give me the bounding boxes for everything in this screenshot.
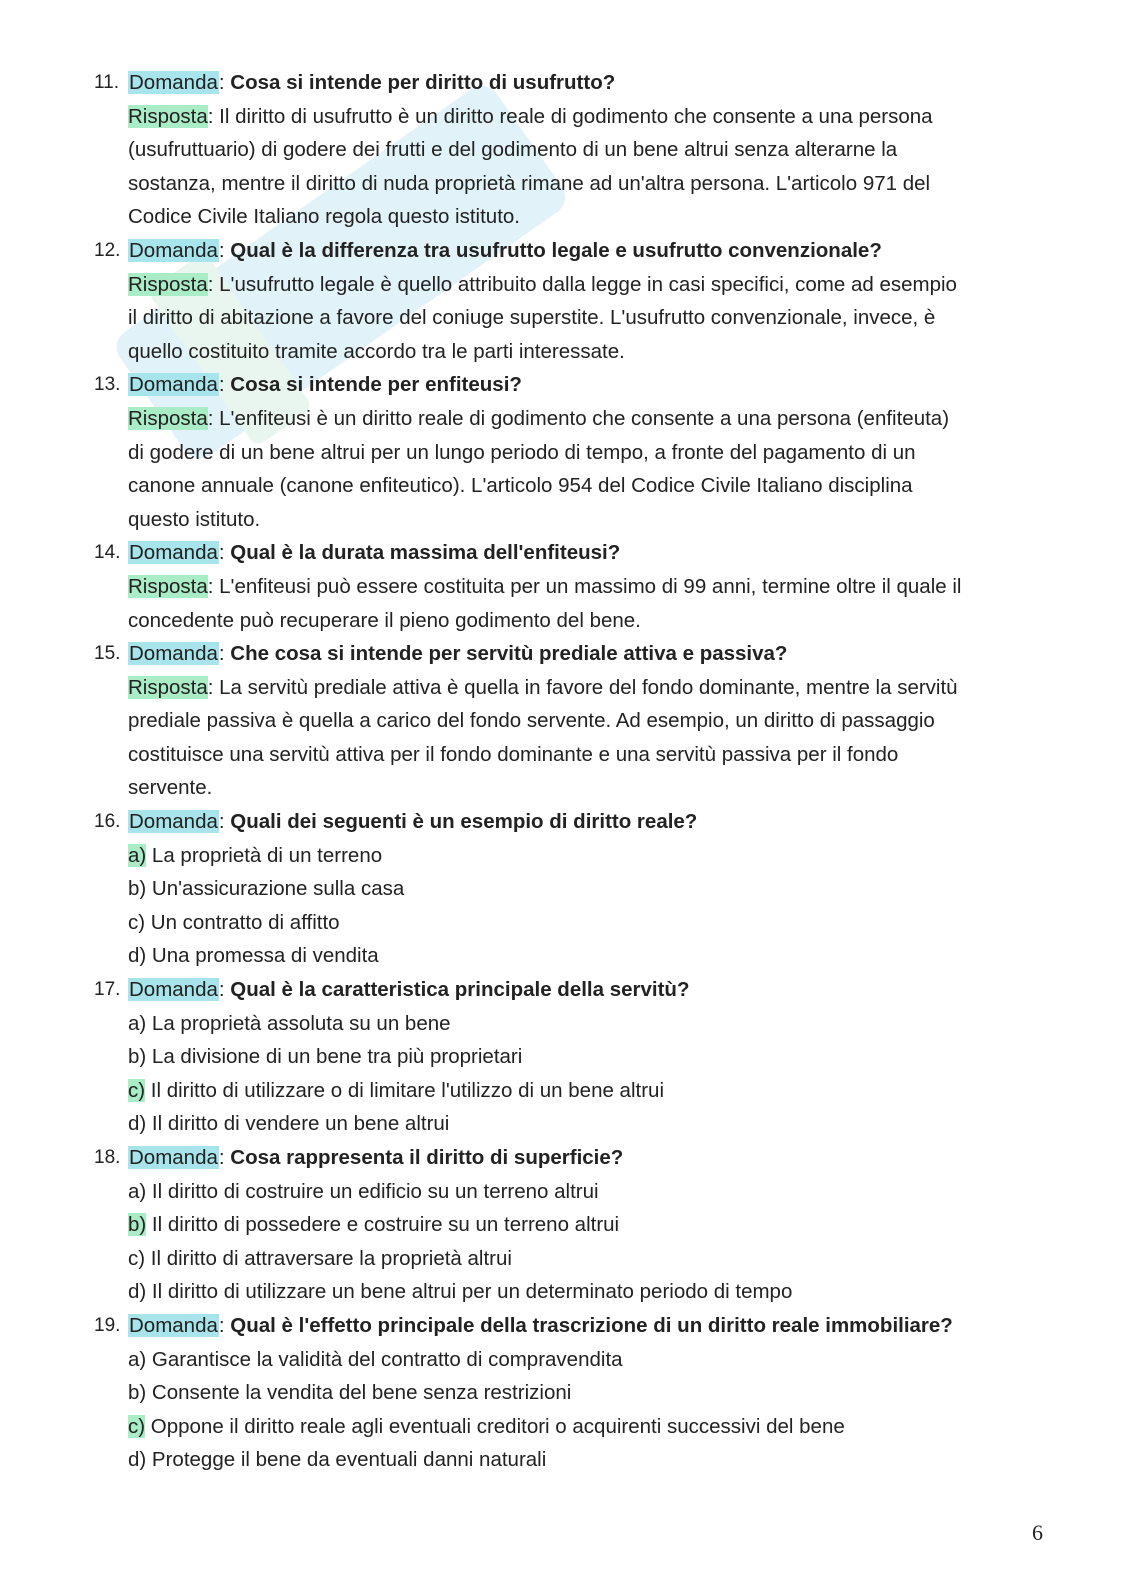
option-item bbox=[128, 1343, 1044, 1377]
answer-line: : L'enfiteusi può essere costituita per un massimo di 99 anni, termine oltre il quale il bbox=[207, 574, 962, 598]
qa-item: 16. Domanda: Quali dei seguenti è un esempio di diritto reale? a) La proprietà di un terreno b) Un'assicurazione sulla casa c) Un contratto di affitto d) Una promessa di vendita bbox=[94, 805, 1044, 973]
risposta-label: Risposta bbox=[128, 675, 208, 699]
domanda-label: Domanda bbox=[129, 1313, 218, 1337]
correct-option-key: b) bbox=[128, 1213, 147, 1237]
qa-item: 13. Domanda: Cosa si intende per enfiteusi? Risposta: L'enfiteusi è un diritto reale di godimento che consente a una persona (enfiteuta) di godere di un bene altrui per un lungo periodo di tempo, a fronte del pagamento di un canone annuale (canone enfiteutico). L'articolo 954 del Codice Civile Italiano disciplina questo istituto. bbox=[94, 368, 1044, 536]
option-item bbox=[128, 1175, 1044, 1209]
answer-line: concedente può recuperare il pieno godimento del bene. bbox=[128, 608, 641, 632]
correct-option-key: c) bbox=[128, 1414, 146, 1438]
option-key: d) bbox=[128, 944, 147, 968]
option-text: Il diritto di utilizzare o di limitare l'utilizzo di un bene altrui bbox=[145, 1078, 664, 1102]
question-text: Cosa rappresenta il diritto di superficie? bbox=[230, 1146, 624, 1169]
answer-line: : L'enfiteusi è un diritto reale di godimento che consente a una persona (enfiteuta) bbox=[207, 406, 950, 430]
option-key: d) bbox=[128, 1448, 147, 1472]
domanda-label: Domanda bbox=[129, 642, 218, 666]
risposta-label: Risposta bbox=[128, 104, 208, 128]
option-item bbox=[128, 1275, 1044, 1309]
answer-line: servente. bbox=[128, 776, 213, 800]
option-text: Il diritto di attraversare la proprietà altrui bbox=[145, 1246, 512, 1270]
question-text: Che cosa si intende per servitù prediale attiva e passiva? bbox=[230, 642, 788, 666]
qa-item: 14. Domanda: Qual è la durata massima dell'enfiteusi? Risposta: L'enfiteusi può essere costituita per un massimo di 99 anni, termine oltre il quale il concedente può recuperare il pieno godimento del bene. bbox=[94, 536, 1044, 637]
option-text: La proprietà assoluta su un bene bbox=[146, 1011, 451, 1035]
option-item bbox=[128, 1007, 1044, 1041]
option-item bbox=[128, 1208, 1044, 1242]
option-item bbox=[128, 1376, 1044, 1410]
domanda-label: Domanda bbox=[129, 810, 218, 834]
option-text: Il diritto di vendere un bene altrui bbox=[146, 1112, 450, 1136]
question-text: Cosa si intende per enfiteusi? bbox=[230, 373, 522, 397]
option-item bbox=[128, 839, 1044, 873]
answer-line: : Il diritto di usufrutto è un diritto reale di godimento che consente a una persona bbox=[207, 104, 933, 128]
answer-line: costituisce una servitù attiva per il fondo dominante e una servitù passiva per il fondo bbox=[128, 742, 899, 766]
qa-item: 12. Domanda: Qual è la differenza tra usufrutto legale e usufrutto convenzionale? Risposta: L'usufrutto legale è quello attribuito dalla legge in casi specifici, come ad esempio il diritto di abitazione a favore del coniuge superstite. L'usufrutto convenzionale, invece, è quello costituito tramite accordo tra le parti interessate. bbox=[94, 234, 1044, 368]
item-number: 17. bbox=[94, 979, 121, 1001]
option-item bbox=[128, 1040, 1044, 1074]
risposta-label: Risposta bbox=[128, 574, 208, 598]
qa-item: 11. Domanda: Cosa si intende per diritto di usufrutto? Risposta: Il diritto di usufrutto è un diritto reale di godimento che consente a una persona (usufruttuario) di godere dei frutti e del godimento di un bene altrui senza alterarne la sostanza, mentre il diritto di nuda proprietà rimane ad un'altra persona. L'articolo 971 del Codice Civile Italiano regola questo istituto. bbox=[94, 66, 1044, 234]
correct-option-key: a) bbox=[128, 843, 147, 867]
qa-item: 19. Domanda: Qual è l'effetto principale della trascrizione di un diritto reale immobiliare? a) Garantisce la validità del contratto di compravendita b) Consente la vendita del bene senza restrizioni c) Oppone il diritto reale agli eventuali creditori o acquirenti successivi del bene d) Protegge il bene da eventuali danni naturali bbox=[94, 1309, 1044, 1477]
option-key: a) bbox=[128, 1347, 147, 1371]
domanda-label: Domanda bbox=[129, 1146, 218, 1169]
option-text: Protegge il bene da eventuali danni naturali bbox=[146, 1448, 547, 1472]
item-number: 13. bbox=[94, 374, 121, 396]
option-item bbox=[128, 1107, 1044, 1141]
option-text: La proprietà di un terreno bbox=[146, 843, 383, 867]
correct-option-key: c) bbox=[128, 1078, 146, 1102]
domanda-label: Domanda bbox=[129, 238, 218, 262]
option-key: d) bbox=[128, 1112, 147, 1136]
option-text: Un'assicurazione sulla casa bbox=[146, 877, 405, 901]
answer-line: prediale passiva è quella a carico del fondo servente. Ad esempio, un diritto di passaggio bbox=[128, 709, 935, 733]
option-key: c) bbox=[128, 910, 146, 934]
question-text: Qual è la differenza tra usufrutto legale e usufrutto convenzionale? bbox=[230, 238, 882, 262]
option-key: b) bbox=[128, 877, 147, 901]
risposta-label: Risposta bbox=[128, 272, 208, 296]
domanda-label: Domanda bbox=[129, 541, 218, 565]
question-text: Qual è l'effetto principale della trascrizione di un diritto reale immobiliare? bbox=[230, 1313, 953, 1337]
option-key: d) bbox=[128, 1280, 147, 1304]
answer-line: di godere di un bene altrui per un lungo periodo di tempo, a fronte del pagamento di un bbox=[128, 440, 916, 464]
answer-line: canone annuale (canone enfiteutico). L'articolo 954 del Codice Civile Italiano disciplina bbox=[128, 474, 913, 498]
option-item bbox=[128, 939, 1044, 973]
option-key: c) bbox=[128, 1246, 146, 1270]
qa-item: 18. Domanda: Cosa rappresenta il diritto di superficie? a) Il diritto di costruire un edificio su un terreno altrui b) Il diritto di possedere e costruire su un terreno altrui c) Il diritto di attraversare la proprietà altrui d) Il diritto di utilizzare un bene altrui per un determinato periodo di tempo bbox=[94, 1141, 1044, 1309]
risposta-label: Risposta bbox=[128, 406, 208, 430]
option-text: Un contratto di affitto bbox=[145, 910, 340, 934]
option-item bbox=[128, 872, 1044, 906]
option-text: Oppone il diritto reale agli eventuali creditori o acquirenti successivi del bene bbox=[145, 1414, 845, 1438]
option-key: b) bbox=[128, 1381, 147, 1405]
item-number: 12. bbox=[94, 239, 121, 261]
option-text: Il diritto di utilizzare un bene altrui per un determinato periodo di tempo bbox=[146, 1280, 793, 1304]
answer-line: quello costituito tramite accordo tra le parti interessate. bbox=[128, 339, 625, 363]
option-text: Il diritto di costruire un edificio su un terreno altrui bbox=[146, 1179, 599, 1203]
answer-line: (usufruttuario) di godere dei frutti e del godimento di un bene altrui senza alterarne la bbox=[128, 138, 898, 162]
question-text: Quali dei seguenti è un esempio di diritto reale? bbox=[230, 810, 698, 834]
question-text: Qual è la durata massima dell'enfiteusi? bbox=[230, 541, 621, 565]
answer-line: sostanza, mentre il diritto di nuda proprietà rimane ad un'altra persona. L'articolo 971 del bbox=[128, 171, 931, 195]
option-text: Il diritto di possedere e costruire su un terreno altrui bbox=[146, 1213, 620, 1237]
item-number: 11. bbox=[94, 72, 120, 93]
item-number: 16. bbox=[94, 811, 121, 833]
qa-item: 17. Domanda: Qual è la caratteristica principale della servitù? a) La proprietà assoluta su un bene b) La divisione di un bene tra più proprietari c) Il diritto di utilizzare o di limitare l'utilizzo di un bene altrui d) Il diritto di vendere un bene altrui bbox=[94, 973, 1044, 1141]
option-text: La divisione di un bene tra più proprietari bbox=[146, 1045, 523, 1069]
qa-item: 15. Domanda: Che cosa si intende per servitù prediale attiva e passiva? Risposta: La servitù prediale attiva è quella in favore del fondo dominante, mentre la servitù prediale passiva è quella a carico del fondo servente. Ad esempio, un diritto di passaggio costituisce una servitù attiva per il fondo dominante e una servitù passiva per il fondo servente. bbox=[94, 637, 1044, 805]
option-key: a) bbox=[128, 1011, 147, 1035]
option-item bbox=[128, 906, 1044, 940]
option-text: Una promessa di vendita bbox=[146, 944, 379, 968]
domanda-label: Domanda bbox=[129, 71, 218, 94]
answer-line: Codice Civile Italiano regola questo istituto. bbox=[128, 205, 520, 229]
item-number: 14. bbox=[94, 542, 121, 564]
option-key: a) bbox=[128, 1179, 147, 1203]
option-text: Consente la vendita del bene senza restrizioni bbox=[146, 1381, 572, 1405]
item-number: 15. bbox=[94, 643, 121, 665]
answer-line: il diritto di abitazione a favore del coniuge superstite. L'usufrutto convenzionale, invece, è bbox=[128, 306, 936, 330]
domanda-label: Domanda bbox=[129, 978, 218, 1002]
option-item bbox=[128, 1443, 1044, 1477]
document-body bbox=[94, 66, 1044, 1477]
option-item bbox=[128, 1410, 1044, 1444]
question-text: Qual è la caratteristica principale della servitù? bbox=[230, 978, 690, 1002]
item-number: 18. bbox=[94, 1147, 121, 1168]
answer-line: questo istituto. bbox=[128, 507, 261, 531]
question-text: Cosa si intende per diritto di usufrutto? bbox=[230, 71, 616, 94]
domanda-label: Domanda bbox=[129, 373, 218, 397]
item-number: 19. bbox=[94, 1314, 121, 1336]
page-number: 6 bbox=[1032, 1520, 1043, 1545]
option-item bbox=[128, 1242, 1044, 1276]
answer-line: : L'usufrutto legale è quello attribuito dalla legge in casi specifici, come ad esempio bbox=[207, 272, 957, 296]
answer-line: : La servitù prediale attiva è quella in favore del fondo dominante, mentre la servitù bbox=[207, 675, 958, 699]
option-text: Garantisce la validità del contratto di compravendita bbox=[146, 1347, 623, 1371]
option-item bbox=[128, 1074, 1044, 1108]
option-key: b) bbox=[128, 1045, 147, 1069]
